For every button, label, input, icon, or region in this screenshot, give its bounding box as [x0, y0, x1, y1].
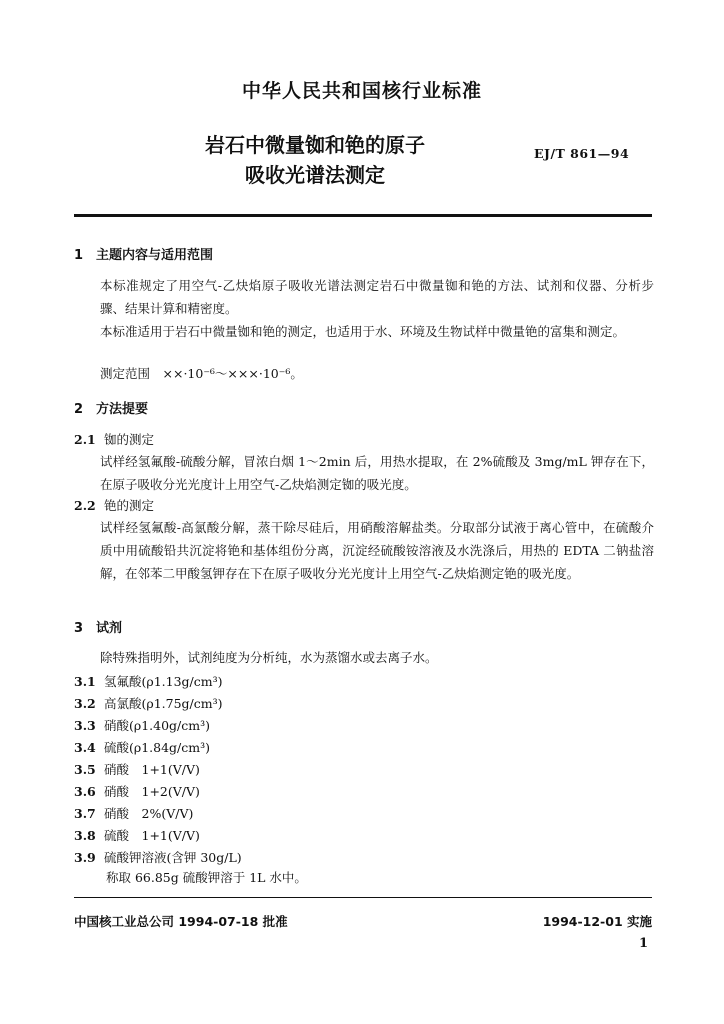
section-3-heading: [74, 617, 122, 636]
effective-date: 1994-12-01 实施: [542, 914, 652, 929]
section-title: 方法提要: [96, 402, 149, 417]
document-title-line-1: 岩石中微量铷和铯的原子: [205, 133, 425, 157]
measurement-range: 测定范围 ××·10⁻⁶～×××·10⁻⁶。: [100, 366, 303, 381]
section-1-paragraph-2: [74, 320, 654, 343]
section-number: 2: [74, 402, 84, 417]
item-number: 3.2: [74, 696, 96, 711]
section-2-heading: [74, 398, 148, 417]
item-text: 硝酸 1+1(V/V): [104, 762, 200, 777]
reagent-intro: 除特殊指明外，试剂纯度为分析纯，水为蒸馏水或去离子水。: [100, 650, 438, 665]
section-number: 1: [74, 248, 84, 263]
item-number: 3.5: [74, 762, 96, 777]
item-number: 3.3: [74, 718, 96, 733]
subsection-2-2-text: [74, 516, 654, 585]
item-number: 3.6: [74, 784, 96, 799]
footer-rule: [74, 897, 652, 898]
issuing-authority: 中华人民共和国核行业标准: [241, 80, 482, 102]
standard-number: EJ/T 861—94: [534, 146, 630, 161]
reagent-item: [74, 848, 242, 866]
section-number: 3: [74, 621, 84, 636]
section-title: 试剂: [96, 621, 123, 636]
page-number: 1: [638, 936, 648, 951]
paragraph-text: 试样经氢氟酸-硫酸分解，冒浓白烟 1～2min 后，用热水提取，在 2%硫酸及 3mg/mL 钾存在下，在原子吸收分光光度计上用空气-乙炔焰测定铷的吸光度。: [100, 454, 654, 492]
reagent-item: [74, 716, 210, 734]
subsection-2-2-heading: [74, 496, 154, 514]
approval-date: 中国核工业总公司 1994-07-18 批准: [74, 914, 288, 929]
subsection-2-1-text: [74, 450, 654, 496]
item-number: 3.8: [74, 828, 96, 843]
reagent-item: [74, 672, 223, 690]
item-number: 3.9: [74, 850, 96, 865]
reagent-item: [74, 694, 223, 712]
reagent-preparation: 称取 66.85g 硫酸钾溶于 1L 水中。: [106, 870, 307, 885]
subsection-title: 铯的测定: [104, 498, 155, 513]
reagent-item: [74, 782, 200, 800]
paragraph-text: 试样经氢氟酸-高氯酸分解，蒸干除尽硅后，用硝酸溶解盐类。分取部分试液于离心管中，在硫酸介质中用硫酸铅共沉淀将铯和基体组份分离，沉淀经硫酸铵溶液及水洗涤后，用热的 EDTA 二钠盐溶解，在邻苯二甲酸氢钾存在下在原子吸收分光光度计上用空气-乙炔焰测定铯的吸光度。: [100, 520, 654, 581]
item-text: 氢氟酸(ρ1.13g/cm³): [104, 674, 223, 689]
item-text: 硝酸 2%(V/V): [104, 806, 194, 821]
item-text: 高氯酸(ρ1.75g/cm³): [104, 696, 223, 711]
section-1-paragraph-1: [74, 274, 654, 320]
paragraph-text: 本标准适用于岩石中微量铷和铯的测定，也适用于水、环境及生物试样中微量铯的富集和测定。: [100, 324, 626, 339]
item-number: 3.4: [74, 740, 96, 755]
item-number: 3.7: [74, 806, 96, 821]
reagent-item: [74, 760, 200, 778]
reagent-item: [74, 738, 210, 756]
item-text: 硫酸钾溶液(含钾 30g/L): [104, 850, 242, 865]
subsection-2-1-heading: [74, 430, 154, 448]
subsection-number: 2.1: [74, 432, 96, 447]
document-title-line-2: 吸收光谱法测定: [245, 163, 385, 187]
subsection-number: 2.2: [74, 498, 96, 513]
section-title: 主题内容与适用范围: [96, 248, 214, 263]
section-1-heading: [74, 244, 213, 263]
paragraph-text: 本标准规定了用空气-乙炔焰原子吸收光谱法测定岩石中微量铷和铯的方法、试剂和仪器、分析步骤、结果计算和精密度。: [100, 278, 654, 316]
subsection-title: 铷的测定: [104, 432, 155, 447]
item-number: 3.1: [74, 674, 96, 689]
item-text: 硝酸(ρ1.40g/cm³): [104, 718, 211, 733]
reagent-item: [74, 826, 200, 844]
header-rule: [74, 214, 652, 217]
item-text: 硫酸(ρ1.84g/cm³): [104, 740, 211, 755]
reagent-item: [74, 804, 193, 822]
item-text: 硝酸 1+2(V/V): [104, 784, 200, 799]
item-text: 硫酸 1+1(V/V): [104, 828, 200, 843]
